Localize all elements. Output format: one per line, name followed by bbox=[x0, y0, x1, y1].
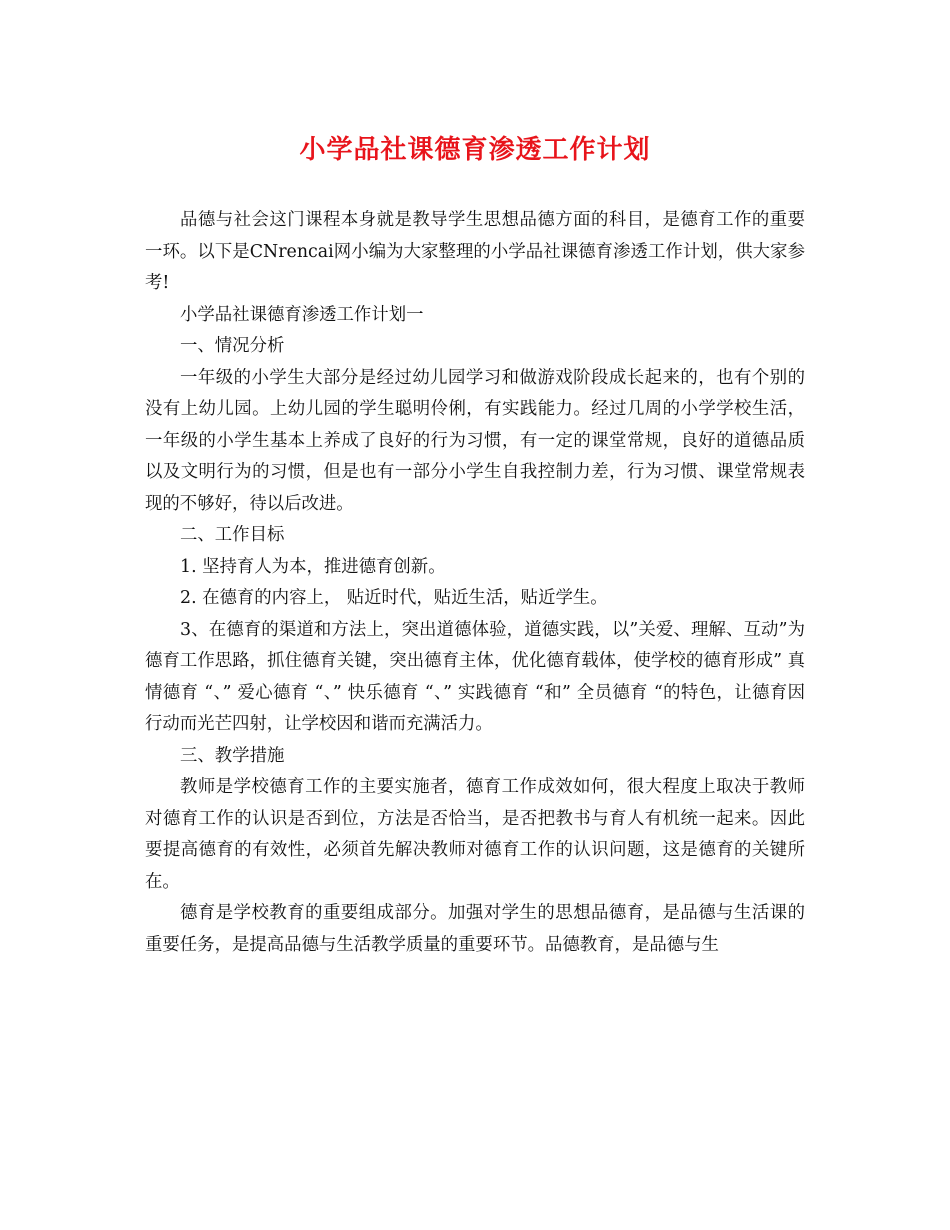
document-body bbox=[145, 205, 805, 961]
paragraph-plan-heading: 小学品社课德育渗透工作计划一 bbox=[180, 304, 424, 325]
paragraph-analysis: 一年级的小学生大部分是经过幼儿园学习和做游戏阶段成长起来的，也有个别的没有上幼儿园。上幼儿园的学生聪明伶俐，有实践能力。经过几周的小学学校生活，一年级的小学生基本上养成了良好的行为习惯，有一定的课堂常规，良好的道德品质以及文明行为的习惯，但是也有一部分小学生自我控制力差，行为习惯、课堂常规表现的不够好，待以后改进。 bbox=[145, 367, 805, 514]
paragraph-goal-1: 1. 坚持育人为本，推进德育创新。 bbox=[180, 556, 446, 577]
paragraph-measures-2: 德育是学校教育的重要组成部分。加强对学生的思想品德育，是品德与生活课的重要任务，是提高品德与生活教学质量的重要环节。品德教育，是品德与生 bbox=[145, 903, 805, 955]
paragraph-measures-1: 教师是学校德育工作的主要实施者，德育工作成效如何，很大程度上取决于教师对德育工作的认识是否到位，方法是否恰当，是否把教书与育人有机统一起来。因此要提高德育的有效性，必须首先解决教师对德育工作的认识问题，这是德育的关键所在。 bbox=[145, 777, 805, 892]
paragraph-intro: 品德与社会这门课程本身就是教导学生思想品德方面的科目，是德育工作的重要一环。以下是CNrencai网小编为大家整理的小学品社课德育渗透工作计划，供大家参考! bbox=[145, 210, 805, 293]
section-heading-analysis: 一、情况分析 bbox=[180, 336, 285, 356]
paragraph-goal-2: 2. 在德育的内容上， 贴近时代，贴近生活，贴近学生。 bbox=[180, 588, 608, 608]
paragraph-goal-3: 3、在德育的渠道和方法上，突出道德体验，道德实践，以”关爱、理解、互动”为德育工作思路，抓住德育关键，突出德育主体，优化德育载体，使学校的德育形成” 真情德育 “、” 爱心德育 “、” 快乐德育 “、” 实践德育 “和” 全员德育 “的特色，让德育因行动而光芒四射，让学校因和谐而充满活力。 bbox=[145, 619, 805, 734]
document-title: 小学品社课德育渗透工作计划 bbox=[299, 135, 651, 165]
section-heading-measures: 三、教学措施 bbox=[180, 745, 285, 766]
section-heading-goals: 二、工作目标 bbox=[180, 525, 285, 545]
